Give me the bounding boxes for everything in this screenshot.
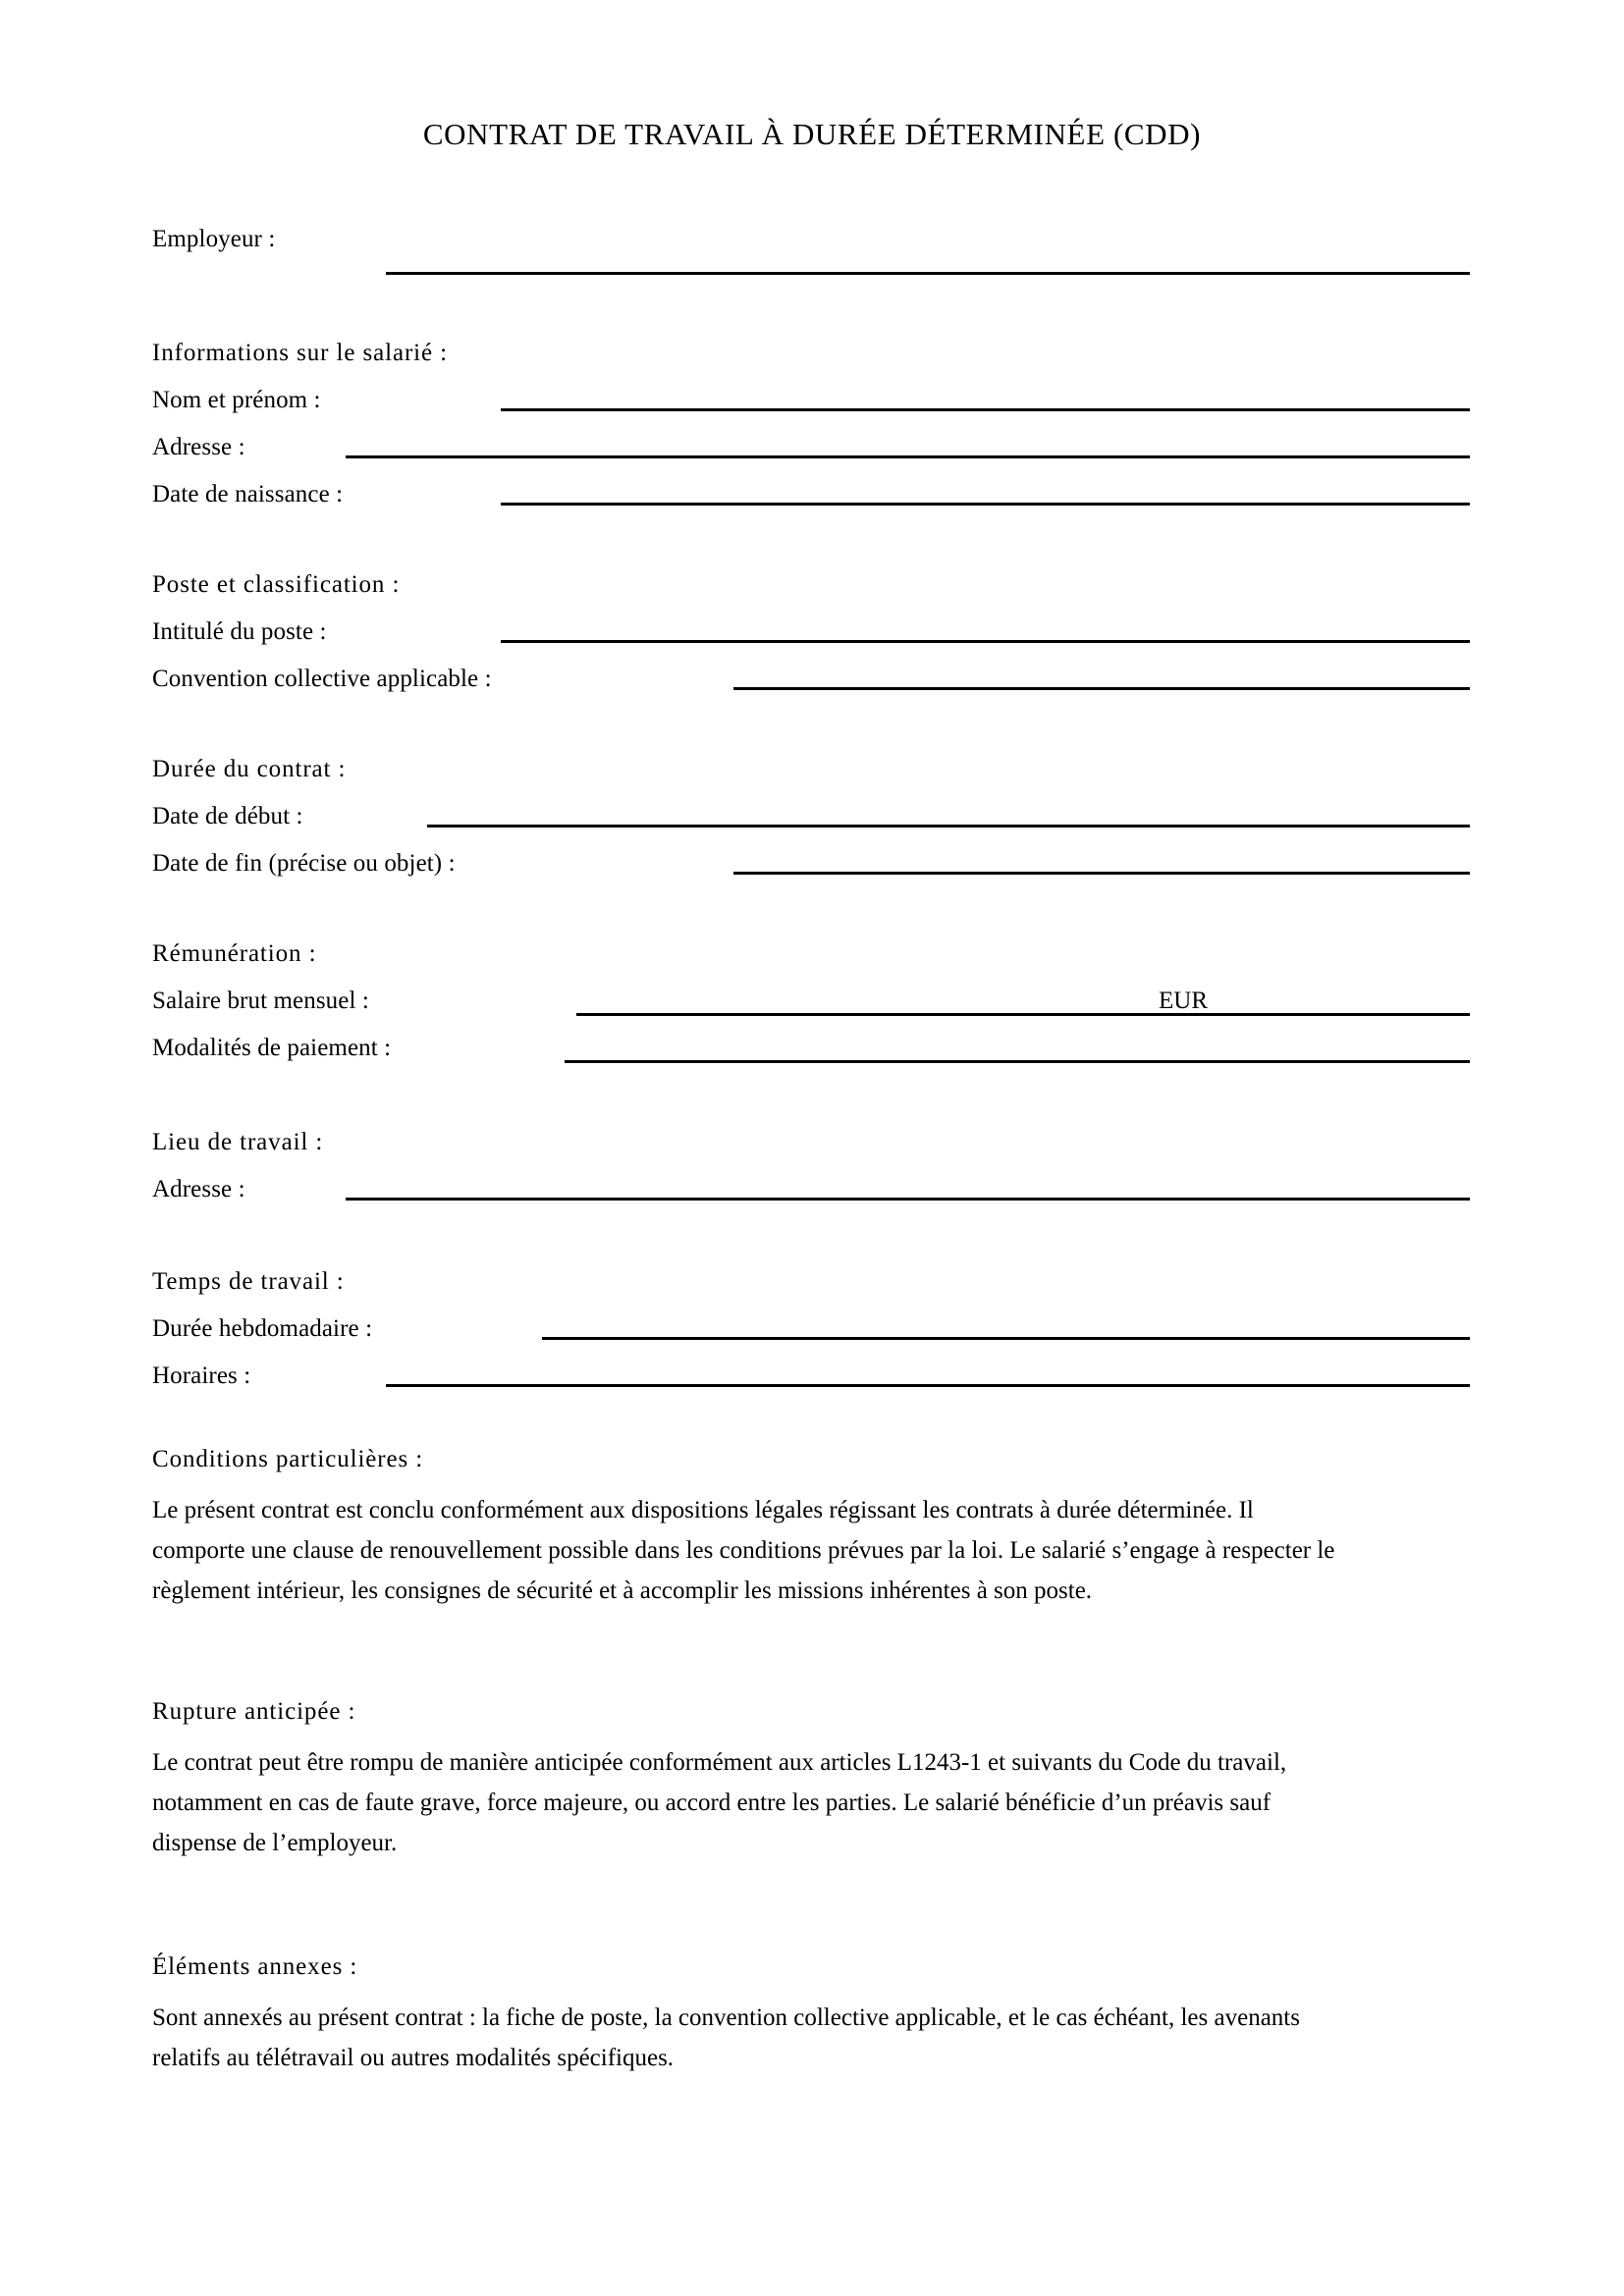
input-employeur[interactable] xyxy=(386,272,1470,275)
label-adresse-salarie: Adresse : xyxy=(152,434,245,460)
paragraph-line: dispense de l’employeur. xyxy=(152,1830,398,1856)
label-duree-hebdomadaire: Durée hebdomadaire : xyxy=(152,1315,373,1342)
currency-suffix-eur: EUR xyxy=(1159,988,1208,1014)
paragraph-elements-annexes xyxy=(152,1998,1473,2078)
label-date-naissance: Date de naissance : xyxy=(152,481,344,507)
page-title: CONTRAT DE TRAVAIL À DURÉE DÉTERMINÉE (CDD) xyxy=(422,117,1202,151)
input-adresse-salarie[interactable] xyxy=(346,455,1470,458)
input-date-naissance[interactable] xyxy=(501,503,1470,506)
input-convention-collective[interactable] xyxy=(733,687,1470,690)
input-nom-prenom[interactable] xyxy=(501,408,1470,411)
heading-duree-contrat: Durée du contrat : xyxy=(152,756,347,782)
label-modalites-paiement: Modalités de paiement : xyxy=(152,1035,392,1061)
heading-poste-classification: Poste et classification : xyxy=(152,571,401,598)
paragraph-line: notamment en cas de faute grave, force majeure, ou accord entre les parties. Le salarié bénéficie d’un préavis sauf xyxy=(152,1789,1272,1816)
label-date-fin: Date de fin (précise ou objet) : xyxy=(152,850,456,877)
heading-remuneration: Rémunération : xyxy=(152,940,317,967)
label-intitule-poste: Intitulé du poste : xyxy=(152,618,327,645)
paragraph-conditions-particulieres xyxy=(152,1490,1473,1611)
paragraph-line: règlement intérieur, les consignes de sécurité et à accomplir les missions inhérentes à son poste. xyxy=(152,1577,1093,1604)
label-convention-collective: Convention collective applicable : xyxy=(152,666,492,692)
heading-conditions-particulieres: Conditions particulières : xyxy=(152,1446,424,1472)
paragraph-line: relatifs au télétravail ou autres modalités spécifiques. xyxy=(152,2045,675,2071)
input-adresse-lieu-travail[interactable] xyxy=(346,1198,1470,1201)
heading-elements-annexes: Éléments annexes : xyxy=(152,1953,358,1980)
input-date-fin[interactable] xyxy=(733,872,1470,875)
paragraph-line: comporte une clause de renouvellement possible dans les conditions prévues par la loi. Le salarié s’engage à respecter le xyxy=(152,1537,1335,1564)
label-nom-prenom: Nom et prénom : xyxy=(152,387,321,413)
label-adresse-lieu-travail: Adresse : xyxy=(152,1176,245,1202)
paragraph-line: Le présent contrat est conclu conformément aux dispositions légales régissant les contrats à durée déterminée. Il xyxy=(152,1497,1254,1523)
input-intitule-poste[interactable] xyxy=(501,640,1470,643)
paragraph-line: Le contrat peut être rompu de manière anticipée conformément aux articles L1243-1 et suivants du Code du travail, xyxy=(152,1749,1287,1776)
heading-informations-salarie: Informations sur le salarié : xyxy=(152,340,449,366)
label-horaires: Horaires : xyxy=(152,1362,251,1389)
input-salaire-brut-mensuel[interactable] xyxy=(576,1013,1470,1016)
label-date-debut: Date de début : xyxy=(152,803,303,829)
label-employeur: Employeur : xyxy=(152,226,276,252)
input-date-debut[interactable] xyxy=(427,825,1470,828)
heading-lieu-travail: Lieu de travail : xyxy=(152,1129,324,1155)
input-horaires[interactable] xyxy=(386,1384,1470,1387)
paragraph-line: Sont annexés au présent contrat : la fiche de poste, la convention collective applicable, et le cas échéant, les avenants xyxy=(152,2004,1300,2031)
paragraph-rupture-anticipee xyxy=(152,1742,1473,1863)
input-duree-hebdomadaire[interactable] xyxy=(542,1337,1470,1340)
heading-temps-travail: Temps de travail : xyxy=(152,1268,345,1295)
input-modalites-paiement[interactable] xyxy=(565,1060,1470,1063)
label-salaire-brut-mensuel: Salaire brut mensuel : xyxy=(152,988,369,1014)
heading-rupture-anticipee: Rupture anticipée : xyxy=(152,1698,356,1725)
